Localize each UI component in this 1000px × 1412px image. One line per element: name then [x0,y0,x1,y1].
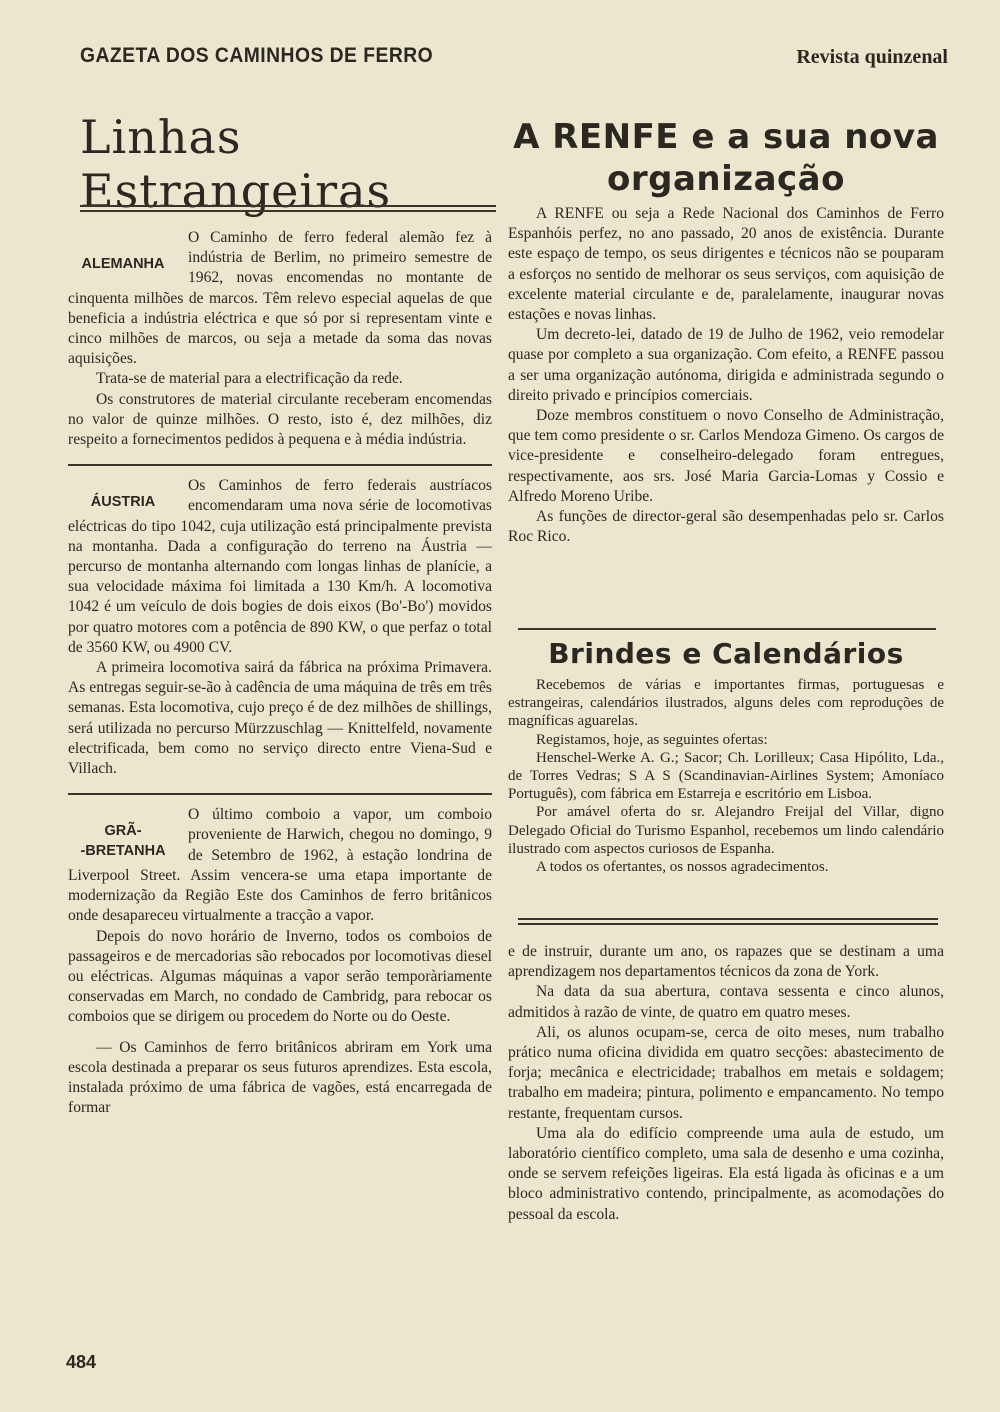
paragraph: — Os Caminhos de ferro britânicos abriram em York uma escola destinada a preparar os seus futuros aprendizes. Esta escola, instalada próximo de uma fábrica de vagões, está encarregada de formar [68,1038,492,1117]
paragraph: O último comboio a vapor, um comboio proveniente de Harwich, chegou no domingo, 9 de Setembro de 1962, à estação londrina de Liverpool Street. Assim vencera-se uma etapa importante de modernização da Região Este dos Caminhos de ferro britânicos onde desapareceu virtualmente a tracção a vapor. [68,806,492,925]
paragraph: Doze membros constituem o novo Conselho de Administração, que tem como presidente o sr. Carlos Mendoza Gimeno. Os cargos de vice-presidente e conselheiro-delegado foram entregues, respectivamente, aos srs. José Maria Garcia-Lomas y Cossio e Alfredo Moreno Uribe. [508,407,944,505]
paragraph: Ali, os alunos ocupam-se, cerca de oito meses, num trabalho prático numa oficina dividida em quatro secções: abastecimento de forja; mecânica e electricidade; trabalhos em metais e soldagem; trabalho em madeira; pintura, polimento e empancamento. No tempo restante, frequentam cursos. [508,1023,944,1122]
paragraph: Registamos, hoje, as seguintes ofertas: [536,731,768,748]
paragraph: Henschel-Werke A. G.; Sacor; Ch. Lorilleux; Casa Hipólito, Lda., de Torres Vedras; S A S (Scandinavian-Airlines System; Amoníaco Português), com fábrica em Estarreja e escritório em Lisboa. [508,749,944,803]
paragraph: A primeira locomotiva sairá da fábrica na próxima Primavera. As entregas seguir-se-ão à cadência de uma máquina de três em três semanas. Esta locomotiva, cujo preço é de dez milhões de shillings, será utilizada no percurso Mürzzuschlag — Knittelfeld, novamente electrificada, bem como no serviço directo entre Viena-Sud e Villach. [68,659,492,778]
paragraph: As funções de director-geral são desempenhadas pelo sr. Carlos Roc Rico. [508,508,944,546]
paragraph: Depois do novo horário de Inverno, todos os comboios de passageiros e de mercadorias são rebocados por locomotivas diesel ou eléctricas. Algumas máquinas a vapor serão temporàriamente conservadas em March, no condado de Cambridg, para rebocar os comboios que se dirigem ou procedem do Norte ou do Oeste. [68,927,492,1026]
brindes-title: Brindes e Calendários [548,637,904,670]
page-number: 484 [66,1352,97,1372]
section-rule [68,464,492,466]
heading-line: -BRETANHA [80,843,166,860]
gra-bretanha-section [68,805,492,1118]
left-column [68,228,492,1132]
alemanha-heading: ALEMANHA [81,256,165,272]
paragraph: Um decreto-lei, datado de 19 de Julho de 1962, veio remodelar quase por completo a sua organização. Com efeito, a RENFE passou a ser uma organização autónoma, dirigida e administrada segundo o direito privado e princípios comerciais. [508,326,944,404]
paragraph: A RENFE ou seja a Rede Nacional dos Caminhos de Ferro Espanhóis perfez, no ano passado, 20 anos de existência. Durante este espaço de tempo, os seus dirigentes e técnicos não se pouparam a esforços no sentido de melhorar os seus serviços, com aquisição de excelente material circulante e de, paralelamente, inaugurar novas estações e novas linhas. [508,205,944,324]
paragraph: O Caminho de ferro federal alemão fez à indústria de Berlim, no primeiro semestre de 1962, novas encomendas no montante de cinquenta milhões de marcos. Têm relevo especial aquelas de que beneficia a indústria eléctrica e que só por si representam vinte e cinco milhões de marcos, ou seja a metade da soma das novas aquisições. [68,229,492,368]
paragraph: Recebemos de várias e importantes firmas, portuguesas e estrangeiras, calendários ilustrados, alguns deles com reproduções de magníficas aguarelas. [508,677,944,730]
alemanha-section [68,228,492,450]
paragraph: A todos os ofertantes, os nossos agradecimentos. [536,859,829,876]
section-rule [518,628,936,630]
heading-line: GRÃ- [104,823,142,840]
austria-heading: ÁUSTRIA [90,494,156,511]
section-rule [68,793,492,795]
paragraph: Por amável oferta do sr. Alejandro Freijal del Villar, digno Delegado Oficial do Turismo Espanhol, recebemos um lindo calendário ilustrado com aspectos curiosos de Espanha. [508,804,944,857]
paragraph: Os Caminhos de ferro federais austríacos encomendaram uma nova série de locomotivas eléctricas do tipo 1042, cuja utilização está principalmente prevista na montanha. Dada a configuração do terreno na Áustria — percurso de montanha alternando com longas linhas de planície, a sua velocidade máxima foi limitada a 130 Km/h. A locomotiva 1042 é um veículo de dois bogies de dois eixos (Bo'-Bo') movidos por quatro motores com a potência de 890 KW, o que perfaz o total de 3560 KW, ou 4900 CV. [68,477,492,656]
paragraph: Uma ala do edifício compreende uma aula de estudo, um laboratório científico completo, uma sala de desenho e uma cozinha, onde se servem refeições ligeiras. Ela está ligada às oficinas e a um bloco administrativo contendo, principalmente, as acomodações do pessoal da escola. [508,1124,944,1223]
paragraph: Na data da sua abertura, contava sessenta e cinco alunos, admitidos à razão de vinte, de quatro em quatro meses. [508,983,944,1021]
renfe-article [508,204,944,547]
gra-bretanha-heading [68,821,178,861]
section-rule [518,918,938,925]
journal-subtitle: Revista quinzenal [796,46,948,68]
journal-title: GAZETA DOS CAMINHOS DE FERRO [80,44,434,67]
renfe-title: A RENFE e a sua nova organização [513,117,939,199]
section-title-linhas-estrangeiras: Linhas Estrangeiras [80,110,392,218]
title-rule [80,205,496,212]
continuation-article [508,942,944,1225]
paragraph: Trata-se de material para a electrificação da rede. [96,370,403,388]
paragraph: Os construtores de material circulante receberam encomendas no valor de quinze milhões. O resto, isto é, dez milhões, diz respeito a fornecimentos pedidos à pequena e à média indústria. [68,390,492,449]
austria-section [68,476,492,779]
paragraph: e de instruir, durante um ano, os rapazes que se destinam a uma aprendizagem nos departamentos técnicos da zona de York. [508,943,944,981]
brindes-article [508,676,944,876]
